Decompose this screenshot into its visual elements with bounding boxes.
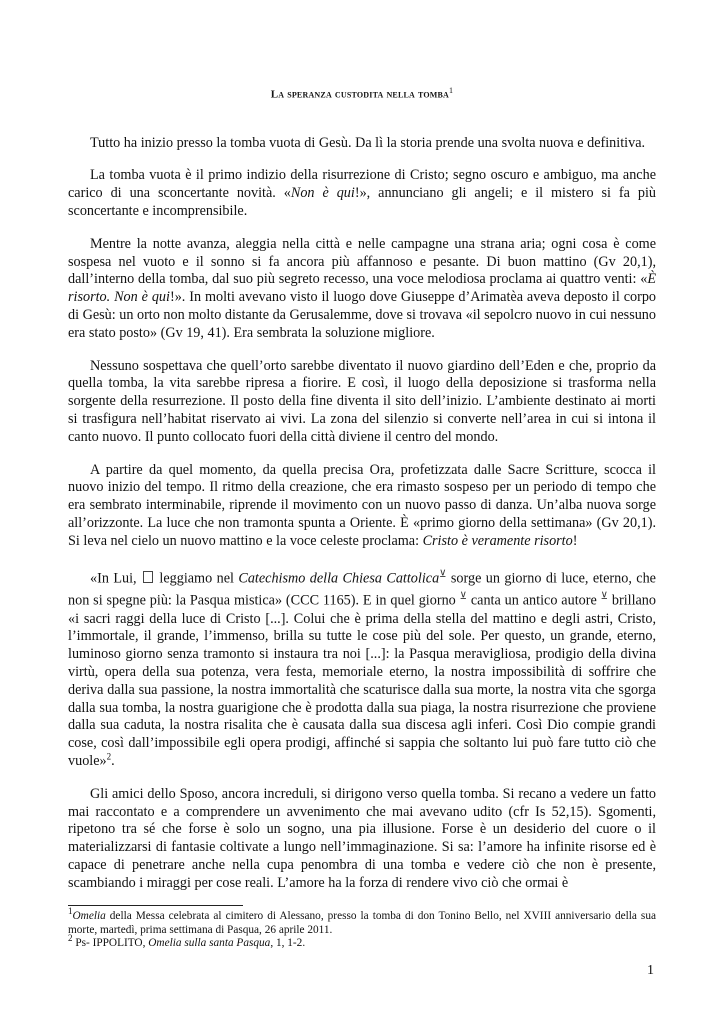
paragraph-2-text-b: !», annunciano gli angeli; e il mistero si fa più sconcertante e incomprensibile. — [68, 185, 657, 220]
footnotes — [68, 905, 656, 951]
page-number: 1 — [647, 963, 654, 978]
paragraph-5-text-b: ! — [572, 532, 578, 549]
footnote-2-number: 2 — [68, 933, 73, 944]
paragraph-3-italic: È risorto. Non è qui — [68, 271, 656, 306]
footnote-1 — [68, 906, 656, 937]
title-footnote-ref: 1 — [449, 86, 454, 95]
footnote-1-italic: Omelia — [72, 910, 106, 922]
paragraph-2 — [68, 167, 656, 220]
document-body — [68, 78, 656, 893]
title-text: La speranza custodita nella tomba — [270, 88, 450, 101]
paragraph-7: Gli amici dello Sposo, ancora increduli, si dirigono verso quella tomba. Si recano a vedere un fatto mai raccontato e a comprendere un avvenimento che mai avevano udito (cfr Is 52,15). Sgomenti, ripetono tra sé che forse è solo un sogno, una pia illusione. Forse è un desiderio del cuore o il materializzarsi di fantasie coltivate a lungo nell’immaginazione. Si sa: l’amore ha infinite risorse ed è capace di penetrare anche nella cupa penombra di una tomba e vedere ciò che non è presente, scambiando i miraggi per cose reali. L’amore ha la forza di rendere vivo ciò che ormai è — [68, 785, 656, 891]
missing-glyph-icon — [143, 571, 153, 583]
paragraph-6-text-c: sorge un giorno di luce, eterno, che non si spegne più: la Pasqua mistica» (CCC 1165). E in quel giorno — [68, 570, 656, 609]
dash-mark-icon: ⊻ — [600, 591, 608, 603]
paragraph-2-italic: Non è qui — [290, 185, 355, 202]
dash-mark-icon: ⊻ — [439, 568, 447, 580]
footnote-2-text: Ps- IPPOLITO, — [72, 937, 149, 949]
paragraph-5-italic: Cristo è veramente risorto — [422, 532, 573, 549]
footnote-2 — [68, 933, 656, 951]
page-title — [68, 86, 656, 101]
paragraph-6 — [68, 566, 656, 771]
paragraph-6-text-e: brillano «i sacri raggi della luce di Cristo [...]. Colui che è prima della stella del mattino e degli astri, Cristo, l’immortale, il grande, l’immenso, brilla su tutte le cose più del sole. Per questo, un grande, eterno, luminoso giorno senza tramonto si instaura tra noi [...]: la Pasqua meravigliosa, prodigio della divina virtù, opera della sua potenza, vera festa, memoriale eterno, la nostra impossibilità di soffrire che deriva dalla sua passione, la nostra immortalità che scaturisce dalla sua morte, la nostra vita che sgorga dalla sua tomba, la nostra guarigione che è prodotta dalla sua piaga, la nostra risurrezione che proviene dalla sua caduta, la nostra risalita che è causata dalla sua discesa agli inferi. Così Dio compie grandi cose, così dall’impossibile egli opera prodigi, affinché si sappia che soltanto lui può fare tutto ciò che vuole» — [68, 592, 656, 770]
footnote-2-italic: Omelia sulla santa Pasqua — [148, 937, 271, 949]
paragraph-3 — [68, 236, 656, 343]
paragraph-2-text-a: La tomba vuota è il primo indizio della risurrezione di Cristo; segno oscuro e ambiguo, ma anche carico di una sconcertante novità. « — [68, 167, 656, 202]
paragraph-6-italic: Catechismo della Chiesa Cattolica — [238, 570, 440, 587]
dash-mark-icon: ⊻ — [459, 591, 467, 603]
footnote-2-tail: , 1, 1-2. — [270, 937, 306, 949]
paragraph-6-text-b: leggiamo nel — [154, 570, 239, 587]
paragraph-5-text-a: A partire da quel momento, da quella precisa Ora, profetizzata dalle Sacre Scritture, scocca il nuovo inizio del tempo. Il ritmo della creazione, che era rimasto sospeso per un periodo di tempo che era sembrato interminabile, riprende il movimento con un nuovo passo di danza. Un’alba nuova sorge all’orizzonte. La luce che non tramonta spunta a Oriente. È «primo giorno della settimana» (Gv 20,1). Si leva nel cielo un nuovo mattino e la voce celeste proclama: — [68, 461, 656, 549]
footnote-ref-2: 2 — [106, 751, 112, 762]
paragraph-3-text-b: !». In molti avevano visto il luogo dove Giuseppe d’Arimatèa aveva deposto il corpo di Gesù: un orto non molto distante da Gerusalemme, dove si trovava «il sepolcro nuovo in cui nessuno era stato posto» (Gv 19, 41). Era sembrata la soluzione migliore. — [68, 289, 657, 341]
footnote-1-number: 1 — [68, 906, 73, 917]
footnote-1-text: della Messa celebrata al cimitero di Alessano, presso la tomba di don Tonino Bello, nel XVIII anniversario della sua morte, martedì, prima settimana di Pasqua, 26 aprile 2011. — [68, 910, 656, 936]
paragraph-6-text-a: «In Lui, — [90, 570, 141, 587]
paragraph-1: Tutto ha inizio presso la tomba vuota di Gesù. Da lì la storia prende una svolta nuova e definitiva. — [90, 134, 646, 151]
paragraph-6-text-d: canta un antico autore — [466, 592, 601, 609]
paragraph-3-text-a: Mentre la notte avanza, aleggia nella città e nelle campagne una strana aria; ogni cosa è come sospesa nel vuoto e il sonno si fa ancora più affannoso e pesante. Di buon mattino (Gv 20,1), dall’interno della tomba, dal suo più segreto recesso, una voce melodiosa proclama ai quattro venti: « — [68, 235, 656, 288]
footnote-divider — [68, 905, 243, 906]
paragraph-4: Nessuno sospettava che quell’orto sarebbe diventato il nuovo giardino dell’Eden e che, proprio da quella tomba, la vita sarebbe ripresa a fiorire. E così, il luogo della deposizione si trasforma nella sorgente della resurrezione. Il posto della fine diventa il sito dell’inizio. L’ambiente destinato ai morti si trasfigura nell’habitat riservato ai vivi. La zona del silenzio si converte nell’area in cui si intona il canto nuovo. Il punto collocato fuori della città diviene il centro del mondo. — [68, 357, 656, 445]
paragraph-6-text-f: . — [111, 753, 115, 770]
paragraph-5 — [68, 462, 656, 551]
